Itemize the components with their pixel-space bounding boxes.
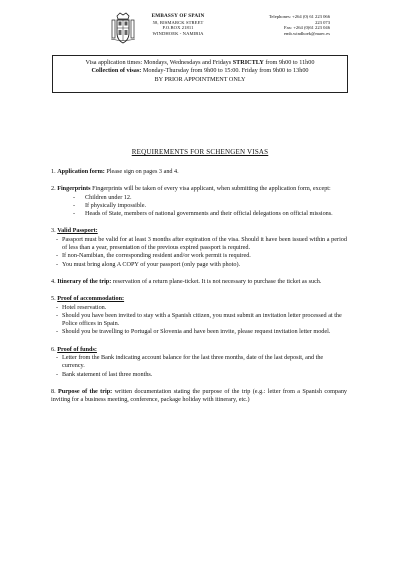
- list-item: - Hotel reservation.: [56, 304, 347, 312]
- telephone-line-2: 223 073: [315, 19, 330, 25]
- application-times-label: Visa application times:: [85, 59, 143, 66]
- section-valid-passport: [51, 227, 347, 268]
- list-item: - Bank statement of last three months.: [56, 371, 347, 379]
- embassy-address: [142, 14, 214, 36]
- visa-times-box: [52, 55, 348, 93]
- list-item: - Should you have been invited to stay with a Spanish citizen, you must submit an invitation letter processed at the Police offices in Spain.: [56, 312, 347, 329]
- section-label: Fingerprints: [57, 185, 91, 193]
- section-label: Proof of accommodation:: [57, 295, 125, 303]
- section-number: 6.: [51, 345, 56, 353]
- email-line: emb.windhoek@maec.es: [283, 30, 330, 36]
- list-item: - If non-Namibian, the corresponding resident and/or work permit is required.: [56, 252, 347, 260]
- fingerprint-exceptions: [73, 194, 347, 219]
- application-days: Mondays, Wednesdays and Fridays: [142, 59, 233, 66]
- appointment-note: BY PRIOR APPOINTMENT ONLY: [154, 75, 246, 83]
- section-label: Purpose of the trip:: [58, 387, 113, 395]
- section-number: 5.: [51, 295, 56, 303]
- section-purpose-of-trip: [51, 388, 347, 405]
- section-label: Proof of funds:: [57, 345, 97, 353]
- list-item: - Heads of State, members of national governments and their official delegations on official missions.: [73, 210, 347, 218]
- street-line: 58, BISMARCK STREET: [152, 19, 204, 25]
- section-text: Please sign on pages 3 and 4.: [104, 168, 179, 175]
- visa-application-times: [53, 59, 347, 67]
- funds-requirements: [51, 354, 347, 379]
- list-item: - Letter from the Bank indicating account balance for the last three months, date of the last deposit, and the currency.: [56, 354, 347, 371]
- fax-line: Fax: +264 (0)61 223 046: [284, 25, 330, 31]
- section-proof-of-funds: [51, 346, 347, 379]
- section-label: Itinerary of the trip:: [57, 277, 112, 285]
- section-text: reservation of a return plane-ticket. It is not necessary to purchase the ticket as such.: [111, 277, 322, 285]
- city-line: WINDHOEK - NAMIBIA: [152, 30, 204, 36]
- section-number: 2.: [51, 185, 56, 193]
- section-itinerary: [51, 278, 347, 286]
- collection-label: Collection of visas:: [91, 67, 142, 75]
- requirements-list: [51, 168, 347, 405]
- list-item: - Should you be travelling to Portugal or Slovenia and have been invite, please request invitation letter model.: [56, 328, 347, 336]
- section-application-form: [51, 168, 347, 176]
- contact-details: [234, 14, 330, 36]
- list-item: - Passport must be valid for at least 3 months after expiration of the visa. Should it have been issued within a period of less than a year, presentation of the previous expired passport is required.: [56, 236, 347, 253]
- list-item: - If physically impossible.: [73, 202, 347, 210]
- section-fingerprints: [51, 185, 347, 218]
- strictly-label: STRICTLY: [232, 59, 264, 66]
- coat-of-arms-icon: [108, 12, 138, 46]
- section-label: Application form:: [57, 168, 105, 175]
- collection-hours: Monday-Thursday from 9h00 to 15:00. Friday from 9h00 to 13h00: [141, 67, 309, 75]
- application-hours: from 9h00 to 11h00: [263, 59, 315, 66]
- accommodation-requirements: [51, 304, 347, 337]
- telephone-line: Telephones: +264 (0) 61 223 066: [268, 14, 330, 19]
- pobox-line: P.O.BOX 21811: [162, 25, 194, 31]
- page-title: REQUIREMENTS FOR SCHENGEN VISAS: [131, 148, 269, 156]
- section-number: 1.: [51, 168, 56, 175]
- section-number: 4.: [51, 277, 56, 285]
- section-number: 3.: [51, 227, 56, 235]
- section-label: Valid Passport:: [57, 227, 98, 235]
- embassy-name: EMBASSY OF SPAIN: [151, 13, 205, 19]
- list-item: - You must bring along A COPY of your passport (only page with photo).: [56, 261, 347, 269]
- passport-requirements: [51, 236, 347, 269]
- section-number: 8.: [51, 387, 56, 395]
- list-item: - Children under 12.: [73, 194, 347, 202]
- section-text: written documentation stating the purpose of the trip (e.g.: letter from a Spanish company inviting for a business meeting, conference, package holiday with itinerary, etc.): [51, 387, 348, 404]
- collection-of-visas: [53, 67, 347, 75]
- section-accommodation: [51, 295, 347, 336]
- section-text: Fingerprints will be taken of every visa applicant, when submitting the application form, except:: [90, 185, 331, 193]
